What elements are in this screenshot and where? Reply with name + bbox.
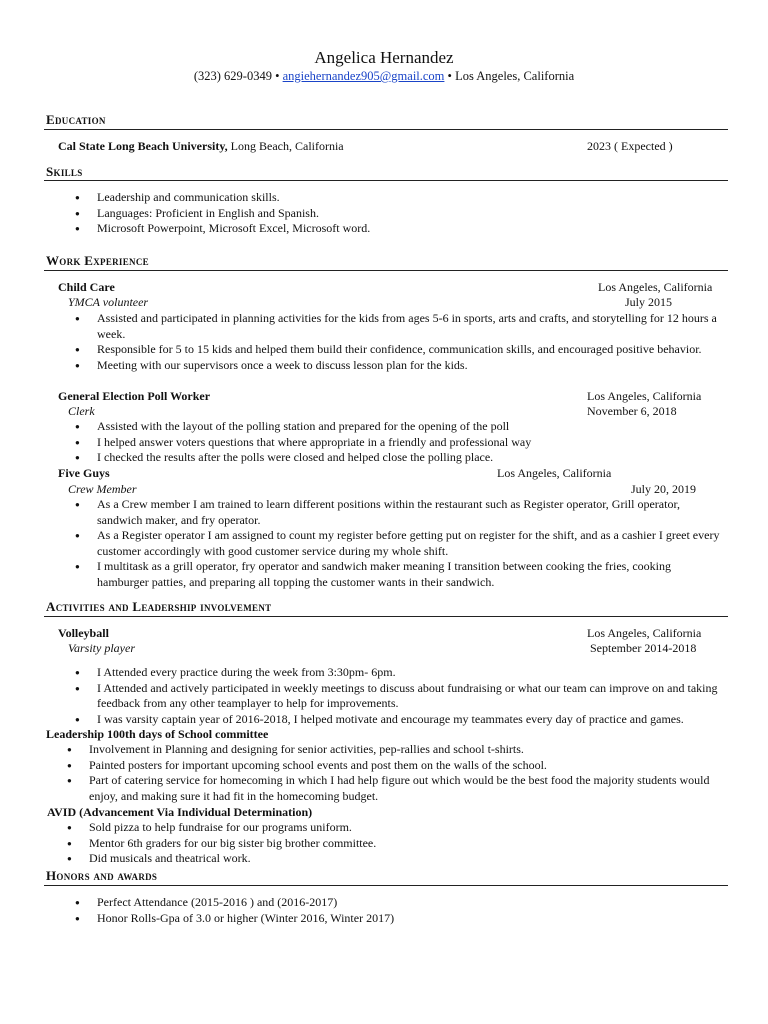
list-item: ● Leadership and communication skills.	[97, 190, 722, 206]
list-item: ● Responsible for 5 to 15 kids and helped them build their confidence, communication skills, and encouraged positive behavior.	[97, 342, 722, 358]
section-divider	[44, 270, 728, 271]
list-item: ● Microsoft Powerpoint, Microsoft Excel, Microsoft word.	[97, 221, 722, 237]
section-divider	[44, 885, 728, 886]
section-title-work-experience: Work Experience	[46, 253, 149, 268]
skills-list	[97, 190, 722, 237]
list-item: ● As a Register operator I am assigned to count my register before getting put on register for the shift, and as a cashier I greet every customer accordingly with good customer service during my whole shift.	[97, 528, 722, 559]
education-date: 2023 ( Expected )	[587, 139, 673, 153]
contact-line	[0, 69, 768, 85]
job-role: YMCA volunteer	[68, 295, 149, 309]
separator: •	[275, 69, 280, 83]
job-org: Five Guys	[58, 466, 110, 480]
list-item: ● Mentor 6th graders for our big sister big brother committee.	[89, 836, 719, 852]
list-item: ● Assisted with the layout of the polling station and prepared for the opening of the poll	[97, 419, 722, 435]
activity-bullets	[97, 665, 722, 727]
home-location: Los Angeles, California	[455, 69, 575, 83]
job-bullets	[97, 311, 722, 373]
activity-org: Volleyball	[58, 626, 109, 640]
list-item: ● Sold pizza to help fundraise for our programs uniform.	[89, 820, 719, 836]
activity-org: AVID (Advancement Via Individual Determination)	[47, 805, 313, 819]
job-date: July 20, 2019	[631, 482, 697, 496]
job-location: Los Angeles, California	[497, 466, 612, 480]
job-role: Crew Member	[68, 482, 137, 496]
phone-number: (323) 629-0349	[193, 69, 272, 83]
job-role: Clerk	[68, 404, 95, 418]
list-item: ● I checked the results after the polls were closed and helped close the polling place.	[97, 450, 722, 466]
section-title-activities: Activities and Leadership involvement	[46, 599, 272, 614]
list-item: ● Perfect Attendance (2015-2016 ) and (2016-2017)	[97, 895, 722, 911]
list-item: ● I helped answer voters questions that where appropriate in a friendly and professional way	[97, 435, 722, 451]
separator: •	[447, 69, 452, 83]
list-item: ● Languages: Proficient in English and Spanish.	[97, 206, 722, 222]
activity-date: September 2014-2018	[590, 641, 697, 655]
activity-bullets	[89, 820, 719, 867]
list-item: ● I multitask as a grill operator, fry operator and sandwich maker meaning I transition between cooking the fries, cooking hamburger patties, and preparing all topping the customer wants in their sandwich.	[97, 559, 722, 590]
candidate-name: Angelica Hernandez	[314, 48, 454, 67]
list-item: ● I Attended and actively participated in weekly meetings to discuss about fundraising or what our team can improve on and taking feedback from any other teamplayer to help for improvements.	[97, 681, 722, 712]
list-item: ● Painted posters for important upcoming school events and post them on the walls of the school.	[89, 758, 719, 774]
school-name: Cal State Long Beach University,	[58, 139, 228, 153]
section-title-skills: Skills	[46, 164, 83, 179]
section-title-honors: Honors and awards	[46, 868, 158, 883]
section-divider	[44, 616, 728, 617]
list-item: ● I Attended every practice during the week from 3:30pm- 6pm.	[97, 665, 722, 681]
job-date: July 2015	[625, 295, 673, 309]
activity-bullets	[89, 742, 719, 804]
list-item: ● As a Crew member I am trained to learn different positions within the restaurant such as Register operator, Grill operator, sandwich maker, and fry operator.	[97, 497, 722, 528]
activity-role: Varsity player	[68, 641, 135, 655]
job-bullets	[97, 497, 722, 590]
list-item: ● I was varsity captain year of 2016-2018, I helped motivate and encourage my teammates every day of practice and games.	[97, 712, 722, 728]
job-date: November 6, 2018	[587, 404, 677, 418]
list-item: ● Meeting with our supervisors once a week to discuss lesson plan for the kids.	[97, 358, 722, 374]
job-location: Los Angeles, California	[598, 280, 713, 294]
list-item: ● Honor Rolls-Gpa of 3.0 or higher (Winter 2016, Winter 2017)	[97, 911, 722, 927]
job-org: General Election Poll Worker	[58, 389, 211, 403]
education-entry	[58, 139, 344, 155]
job-org: Child Care	[58, 280, 115, 294]
email-link[interactable]: angiehernandez905@gmail.com	[282, 69, 445, 83]
activity-location: Los Angeles, California	[587, 626, 702, 640]
list-item: ● Involvement in Planning and designing for senior activities, pep-rallies and school t-shirts.	[89, 742, 719, 758]
section-divider	[44, 180, 728, 181]
list-item: ● Part of catering service for homecoming in which I had help figure out which would be the best food the majority students would enjoy, and making sure it had fit in the homecoming budget.	[89, 773, 719, 804]
honors-list	[97, 895, 722, 926]
list-item: ● Assisted and participated in planning activities for the kids from ages 5-6 in sports, arts and crafts, and storytelling for 12 hours a week.	[97, 311, 722, 342]
list-item: ● Did musicals and theatrical work.	[89, 851, 719, 867]
job-location: Los Angeles, California	[587, 389, 702, 403]
activity-org: Leadership 100th days of School committee	[46, 727, 269, 741]
job-bullets	[97, 419, 722, 466]
school-location: Long Beach, California	[227, 139, 344, 153]
section-divider	[44, 129, 728, 130]
section-title-education: Education	[46, 112, 106, 127]
